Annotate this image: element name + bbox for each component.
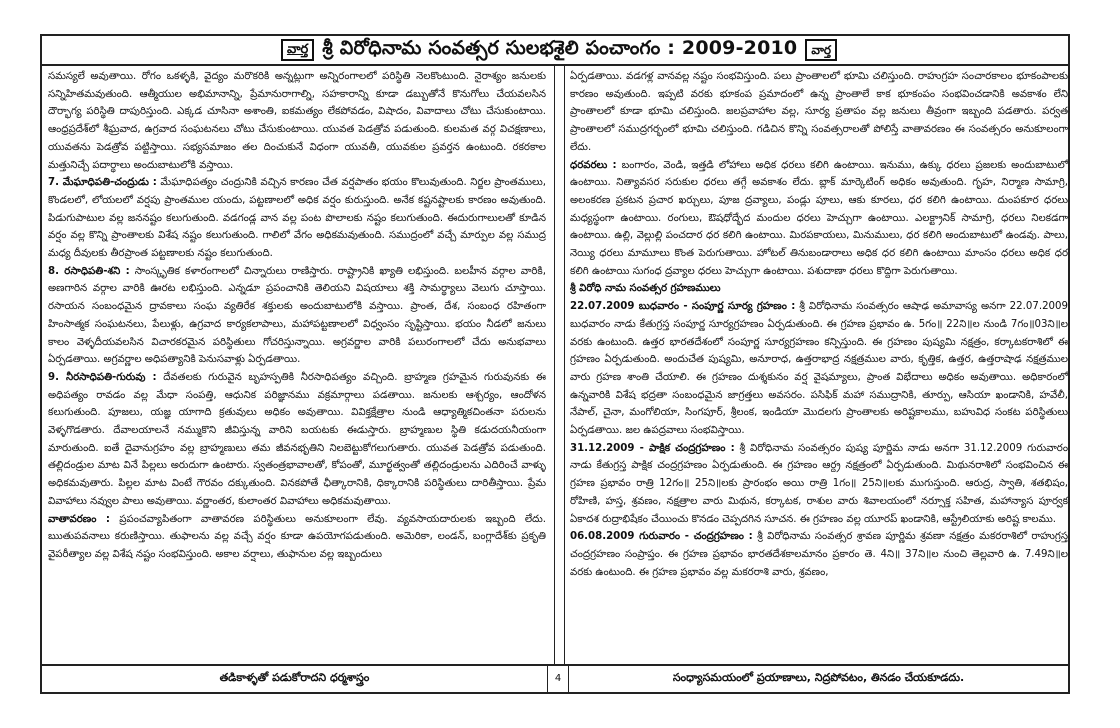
section-heading: 9. నీరసాధిపతి-గురువు : bbox=[48, 371, 157, 383]
page-header bbox=[42, 36, 1068, 66]
section-lunar-eclipse: 06.08.2009 గురువారం - చంద్రగ్రహణం : శ్రీ విరోధినామ సంవత్సర శ్రావణ పూర్ణిమ శ్రవణా నక్షత్రం మకరరాశిలో రాహుగ్రస్త చంద్రగ్రహణం సంప్రాప్తం. ఈ గ్రహణ ప్రభావం భారతదేశకాలమానం ప్రకారం తె. 4ని॥ 37ని॥ల నుంచి తెల్లవారి ఉ. 7.49ని॥ల వరకు ఉంటుంది. ఈ గ్రహణ ప్రభావం వల్ల మకరరాశి వారు, శ్రవణం, bbox=[570, 531, 1068, 578]
section-partial-lunar-eclipse: 31.12.2009 - పాక్షిక చంద్రగ్రహణం : శ్రీ విరోధినామ సంవత్సరం పుష్య పూర్ణిమ నాడు అనగా 31.12.2009 గురువారం నాడు కేతుగ్రస్త పాక్షిక చంద్రగ్రహణం ఏర్పడుతుంది. ఈ గ్రహణం ఆర్ద్ర నక్షత్రంలో ఏర్పడుతుంది. మిథునరాశిలో సంభవించిన ఈ గ్రహణ ప్రభావం రాత్రి 12గం॥ 25ని॥లకు ప్రారంభం అయి రాత్రి 1గం॥ 25ని॥లకు ముగుస్తుంది. ఆరుద్ర, స్వాతి, శతభిషం, రోహిణి, హస్త, శ్రవణం, నక్షత్రాల వారు మిథున, కర్కాటక, రాశుల వారు శివాలయంలో నర్సూక్త సహిత, మహాన్యాస పూర్వక ఏకాదశ రుద్రాభిషేకం చేయించు కొనడం చెప్పదగిన సూచన. ఈ గ్రహణం వల్ల యూరప్ ఖండానికి, ఆస్ట్రేలియాకు అరిష్ట కాలము. bbox=[570, 442, 1068, 525]
section-heading: 7. మేఘాధిపతి-చంద్రుడు : bbox=[48, 177, 157, 189]
section-neerasa-adhipati: 9. నీరసాధిపతి-గురువు : దేవతలకు గురువైన బృహస్పతికి నీరసాధిపత్యం వచ్చింది. బ్రాహ్మణ గ్రహమైన గురువునకు ఈ అధిపత్యం రావడం వల్ల మేధా సంపత్తి, ఆధునిక పరిజ్ఞానము వక్రమార్గాలు పడతాయి. జనులకు ఆశ్చర్యం, ఆందోళన కలుగుతుంది. పూజలు, యజ్ఞ యాగాది క్రతువులు అధికం అవుతాయి. వివిక్తక్షేత్రాల నుండి ఆధ్యాత్మికచింతనా పరులను వెళ్ళగొడతారు. దేవాలయాలనే నమ్ముకొని జీవిస్తున్న వారిని బయటకు ఈడుస్తారు. బ్రాహ్మణుల స్థితి కడుదయనీయంగా మారుతుంది. ఐతే దైవానుగ్రహం వల్ల బ్రాహ్మణులు తమ జీవనభృతిని నిలబెట్టుకోగలుగుతారు. యువత పెడత్రోవ పడుతుంది. తల్లిదండ్రుల మాట వినే పిల్లలు అరుదుగా ఉంటారు. స్వతంత్రభావాలతో, కోపంతో, మూర్ఖత్వంతో తల్లిదండ్రులను ఎదిరించే వాళ్ళు అధికమవుతారు. పిల్లల మాట వింటే గౌరవం దక్కుతుంది. వినకపోతే ఛీత్కారానికి, ధిక్కారానికి పరిస్థితులు దారితీస్తాయి. ప్రేమ వివాహాలు నవ్వుల పాలు అవుతాయి. వర్ణాంతర, కులాంతర వివాహాలు అధికమవుతాయి. bbox=[48, 371, 546, 507]
section-rasa-adhipati: 8. రసాధిపతి-శని : సాంస్కృతిక కళారంగాలలో చిన్నారులు రాణిస్తారు. రాష్ట్రానికి ఖ్యాతి లభిస్తుంది. బలహీన వర్గాల వారికి, అణగారిన వర్గాల వారికి ఊరట లభిస్తుంది. ఎన్నడూ ప్రపంచానికి తెలియని విషయాలు శక్తి సామర్థ్యాలు వెలుగు చూస్తాయి. రసాయన సంబంధమైన ద్రావకాలు సంఘ వ్యతిరేక శక్తులకు అందుబాటులోకి వస్తాయి. ప్రాంత, దేశ, సంబంధ రహితంగా హింసాత్మక సంఘటనలు, పేలుళ్లు, ఉగ్రవాద కార్యకలాపాలు, మహాపట్టణాలలో విధ్వంసం సృష్టిస్తాయి. భయం నీడలో జనులు కాలం వెళ్ళదీయవలసిన విచారకరమైన పరిస్థితులు గోచరిస్తున్నాయి. అగ్రవర్ణాల వారికి పలురంగాలలో చేదు అనుభవాలు ఏర్పడతాయి. అగ్రవర్ణాల అధిపత్యానికి పెనుసవాళ్లు ఏర్పడతాయి. bbox=[48, 265, 546, 366]
panchangam-page bbox=[40, 34, 1070, 694]
section-heading: 22.07.2009 బుధవారం - సంపూర్ణ సూర్య గ్రహణం : bbox=[570, 301, 796, 313]
section-heading: 06.08.2009 గురువారం - చంద్రగ్రహణం : bbox=[570, 531, 753, 543]
column-divider bbox=[554, 66, 565, 664]
section-eclipses-heading bbox=[570, 280, 1068, 298]
footer-left-text: తడికాళ్ళతో పడుకోరాదని ధర్మశాస్త్రం bbox=[219, 671, 370, 684]
vaartha-logo-left: వార్త bbox=[281, 39, 314, 61]
section-weather: వాతావరణం : ప్రపంచవ్యాపితంగా వాతావరణ పరిస్థితులు అనుకూలంగా లేవు. వ్యవసాయదారులకు ఇబ్బంది లేదు. ఋతుపవనాలు కరుణిస్తాయి. తుఫాలను వల్ల వచ్చే వర్షం కూడా ఉపయోగపడుతుంది. అమెరికా, లండన్, బంగ్లాదేశ్‌కు ప్రకృతి వైపరీత్యాల వల్ల విశేష నష్టం సంభవిస్తుంది. అకాల వర్షాలు, తుఫానుల వల్ల ఇబ్బందులు bbox=[48, 513, 546, 560]
section-megha-adhipati: 7. మేఘాధిపతి-చంద్రుడు : మేఘాధిపత్యం చంద్రునికి వచ్చిన కారణం చేత వర్షపాతం భయం కొలువుతుంది. నిర్జల ప్రాంతములు, కొండలలో, లోయలలో వర్షపు ప్రాంతముల యందు, పట్టణాలలో అధిక వర్షం కురుస్తుంది. అనేక కష్టనష్టాలకు కారణం అవుతుంది. పిడుగుపాటుల వల్ల జననష్టం కలుగుతుంది. వడగండ్ల వాన వల్ల పంట పొలాలకు నష్టం కలుగుతుంది. ఈదురుగాలులతో కూడిన వర్షం వల్ల కొన్ని ప్రాంతాలకు విశేష నష్టం కలుగుతుంది. గాలిలో వేగం అధికమవుతుంది. సముద్రంలో వచ్చే మార్పుల వల్ల సముద్ర మధ్య దీవులకు తీరప్రాంత పట్టణాలకు నష్టం కలుగుతుంది. bbox=[48, 177, 546, 260]
paragraph-intro: సమస్యలే అవుతాయి. రోగం ఒకళ్ళకి, వైద్యం మరొకరికి అన్నట్లుగా అన్నిరంగాలలో పరిస్థితి నెలకొంటుంది. నైరాశ్యం జనులకు సన్నిహితమవుతుంది. ఆత్మీయుల అభిమానాన్ని, ప్రేమానురాగాల్ని, సహకారాన్ని కూడా డబ్బుతోనే కొనుగోలు చేయవలసిన దౌర్భాగ్య పరిస్థితి దాపురిస్తుంది. ఎక్కడ చూసినా అశాంతి, ఐకమత్యం లేకపోవడం, విషాదం, వివాదాలు చోటు చేసుకుంటాయి. ఆంధ్రప్రదేశ్‌లో శీఘ్రవాద, ఉగ్రవాద సంఘటనలు చోటు చేసుకుంటాయి. యువత పెడత్రోవ పడుతుంది. కులమత వర్గ విచక్షణాలు, యువతను పెడత్రోవ పట్టిస్తాయి. సభ్యసమాజం తల దించుకునే విధంగా యువతీ, యువకుల ప్రవర్తన ఉంటుంది. రకరకాల మత్తునిచ్చే పదార్థాలు అందుబాటులోకి వస్తాయి. bbox=[48, 71, 546, 171]
section-solar-eclipse: 22.07.2009 బుధవారం - సంపూర్ణ సూర్య గ్రహణం : శ్రీ విరోధినామ సంవత్సరం ఆషాఢ అమావాస్య అనగా 22.07.2009 బుధవారం నాడు కేతుగ్రస్త సంపూర్ణ సూర్యగ్రహణం ఏర్పడుతుంది. ఈ గ్రహణ ప్రభావం ఉ. 5గం॥ 22ని॥ల నుండి 7గం॥03ని॥ల వరకు ఉంటుంది. ఉత్తర భారతదేశంలో సంపూర్ణ సూర్యగ్రహణం కన్పిస్తుంది. ఈ గ్రహణం పుష్యమి నక్షత్రం, కర్కాటకరాశిలో ఈ గ్రహణం ఏర్పడుతుంది. అందుచేత పుష్యమి, అనూరాధ, ఉత్తరాభాద్ర నక్షత్రముల వారు, కృత్తిక, ఉత్తర, ఉత్తరాషాఢ నక్షత్రముల వారు గ్రహణ శాంతి చేయాలి. ఈ గ్రహణం దుశ్శకునం వర్ష వైషమ్యాలు, ప్రాంత విభేదాలు అధికం అవుతాయి. అధికారంలో ఉన్నవారికి విశేష భద్రతా సంబంధమైన జాగ్రత్తలు అవసరం. పసిఫిక్ మహా సముద్రానికి, తూర్పు, ఆసియా ఖండానికి, హవేలీ, నేపాల్, చైనా, మంగోలియా, సింగపూర్, శ్రీలంక, ఇండియా మొదలగు ప్రాంతాలకు అరిష్టకాలము, బహువిధ సంకట పరిస్థితులు ఏర్పడతాయి. జల ఉపద్రవాలు సంభవిస్తాయి. bbox=[570, 301, 1068, 437]
footer-right-text: సంధ్యాసమయంలో ప్రయాణాలు, నిద్రపోవటం, తినడం చేయకూడదు. bbox=[672, 671, 965, 684]
right-column bbox=[570, 68, 1068, 664]
section-heading: ధరవరలు : bbox=[570, 159, 617, 171]
page-title: శ్రీ విరోధినామ సంవత్సర సులభశైలి పంచాంగం : 2009-2010 bbox=[322, 36, 798, 59]
section-prices: ధరవరలు : బంగారం, వెండి, ఇత్తడి లోహాలు అధిక ధరలు కలిగి ఉంటాయి. ఇనుము, ఉక్కు ధరలు ప్రజలకు అందుబాటులో ఉంటాయి. నిత్యావసర సరుకుల ధరలు తగ్గే అవకాశం లేదు. బ్లాక్ మార్కెటింగ్ అధికం అవుతుంది. గృహ, నిర్మాణ సామాగ్రి, అలంకరణ ప్రకటన ప్రచార ఖర్చులు, పూజ ద్రవ్యాలు, పండ్లు పూలు, ఆకు కూరలు, ధర కలిగి ఉంటాయి. దుంపకూర ధరలు మధ్యస్థంగా ఉంటాయి. రంగులు, ఔషధోద్భేద మందుల ధరలు హెచ్చుగా ఉంటాయి. ఎలక్ట్రానిక్ సామాగ్రి, ధరలు నిలకడగా ఉంటాయి. ఉల్లి, వెల్లుల్లి పంచదార ధర కలిగి ఉంటాయి. మిరపకాయలు, మినుములు, ధర కలిగి అందుబాటులో ఉండవు. పాలు, నెయ్యి ధరలు మామూలు కొంత పెరుగుతాయి. హోటల్ తినుబండారాలు అధిక ధర కలిగి ఉంటాయి మాంసం ధరలు అధిక ధర కలిగి ఉంటాయి సుగంధ ద్రవ్యాల ధరలు హెచ్చుగా ఉంటాయి. పశుదాణా ధరలు కొద్దిగా పెరుగుతాయి. bbox=[570, 159, 1068, 277]
left-column bbox=[48, 68, 546, 664]
paragraph-continued: ఏర్పడతాయి. వడగళ్ల వానవల్ల నష్టం సంభవిస్తుంది. పలు ప్రాంతాలలో భూమి చలిస్తుంది. రాహుగ్రహ సంచారకాలం భూకంపాలకు కారణం అవుతుంది. ఇప్పటి వరకు భూకంప ప్రమాదంలో ఉన్న ప్రాంతాలే కాక భూకంపం సంభవించడానికి అవకాశం లేని ప్రాంతాలలో కూడా భూమి చలిస్తుంది. జలప్రవాహాల వల్ల, సూర్య ప్రతాపం వల్ల జనులు తీవ్రంగా ఇబ్బంది పడతారు. పర్వత ప్రాంతాలలో సముద్రగర్భంలో భూమి చలిస్తుంది. గడిచిన కొన్ని సంవత్సరాలతో పోలిస్తే వాతావరణం ఈ సంవత్సరం అనుకూలంగా లేదు. bbox=[570, 71, 1068, 153]
section-heading: శ్రీ విరోధి నామ సంవత్సర గ్రహణములు bbox=[570, 283, 721, 295]
vaartha-logo-right: వార్త bbox=[805, 39, 837, 61]
content-columns bbox=[42, 66, 1068, 664]
section-heading: 8. రసాధిపతి-శని : bbox=[48, 265, 130, 277]
page-number: 4 bbox=[547, 666, 569, 692]
section-heading: వాతావరణం : bbox=[48, 513, 110, 525]
section-heading: 31.12.2009 - పాక్షిక చంద్రగ్రహణం : bbox=[570, 442, 735, 454]
page-footer bbox=[42, 664, 1068, 692]
